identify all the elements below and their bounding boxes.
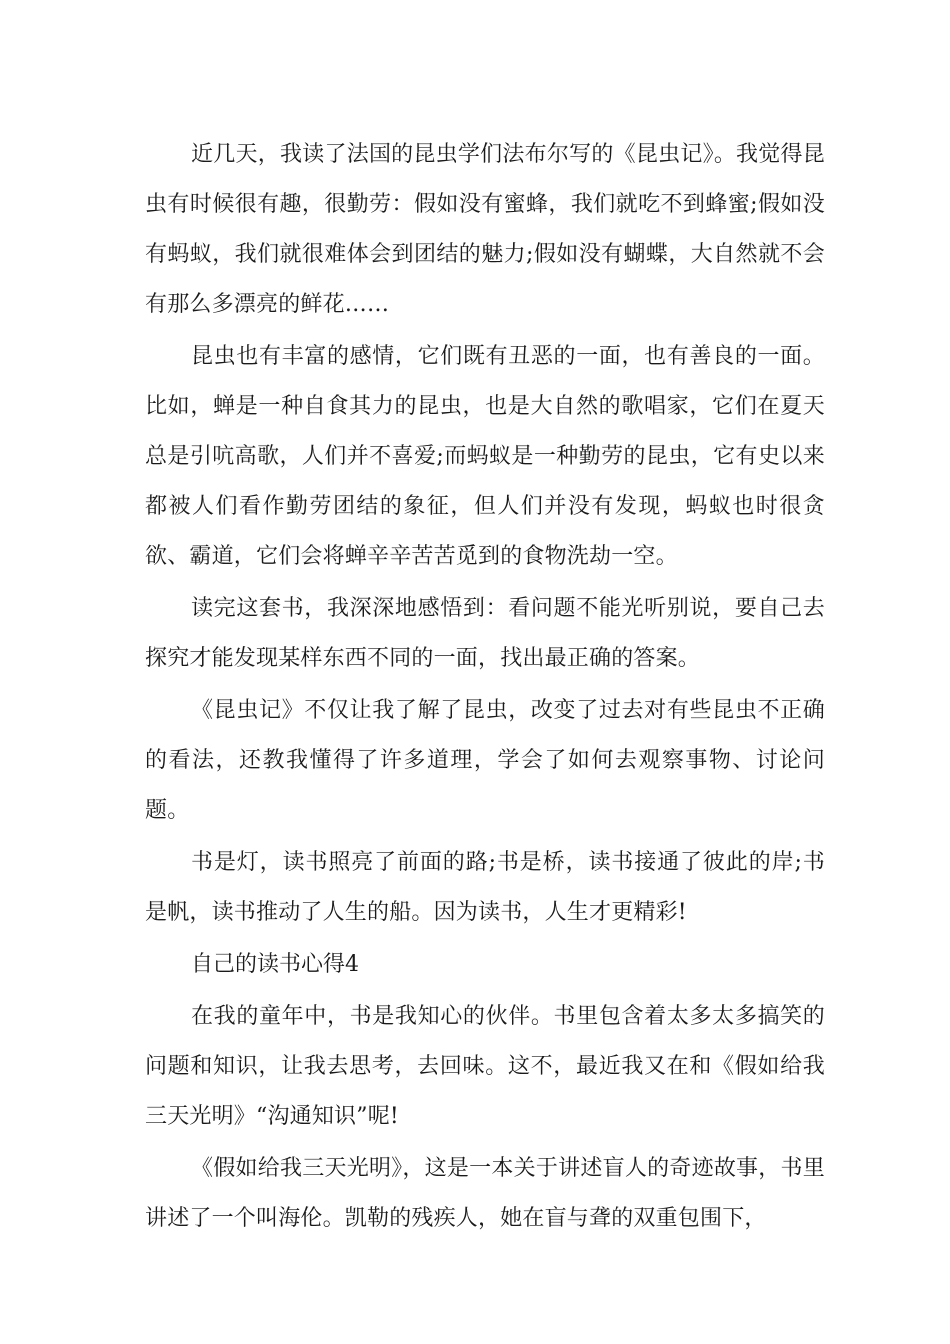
paragraph-3: 读完这套书，我深深地感悟到：看问题不能光听别说，要自己去探究才能发现某样东西不同的一面，找出最正确的答案。 [145,596,825,671]
section-heading: 自己的读书心得4 [191,952,359,977]
section-paragraph-2: 《假如给我三天光明》，这是一本关于讲述盲人的奇迹故事，书里讲述了一个叫海伦。凯勒的残疾人，她在盲与聋的双重包围下， [145,1156,825,1231]
paragraph-2: 昆虫也有丰富的感情，它们既有丑恶的一面，也有善良的一面。比如，蝉是一种自食其力的昆虫，也是大自然的歌唱家，它们在夏天总是引吭高歌，人们并不喜爱;而蚂蚁是一种勤劳的昆虫，它有史以来都被人们看作勤劳团结的象征，但人们并没有发现，蚂蚁也时很贪欲、霸道，它们会将蝉辛辛苦苦觅到的食物洗劫一空。 [145,344,825,569]
paragraph-1: 近几天，我读了法国的昆虫学们法布尔写的《昆虫记》。我觉得昆虫有时候很有趣，很勤劳：假如没有蜜蜂，我们就吃不到蜂蜜;假如没有蚂蚁，我们就很难体会到团结的魅力;假如没有蝴蝶，大自然就不会有那么多漂亮的鲜花…… [145,142,825,317]
document-body [145,130,825,1246]
section-paragraph-1: 在我的童年中，书是我知心的伙伴。书里包含着太多太多搞笑的问题和知识，让我去思考，去回味。这不，最近我又在和《假如给我三天光明》“沟通知识”呢! [145,1004,825,1129]
paragraph-5: 书是灯，读书照亮了前面的路;书是桥，读书接通了彼此的岸;书是帆，读书推动了人生的船。因为读书，人生才更精彩! [145,850,825,925]
paragraph-4: 《昆虫记》不仅让我了解了昆虫，改变了过去对有些昆虫不正确的看法，还教我懂得了许多道理，学会了如何去观察事物、讨论问题。 [145,698,825,823]
